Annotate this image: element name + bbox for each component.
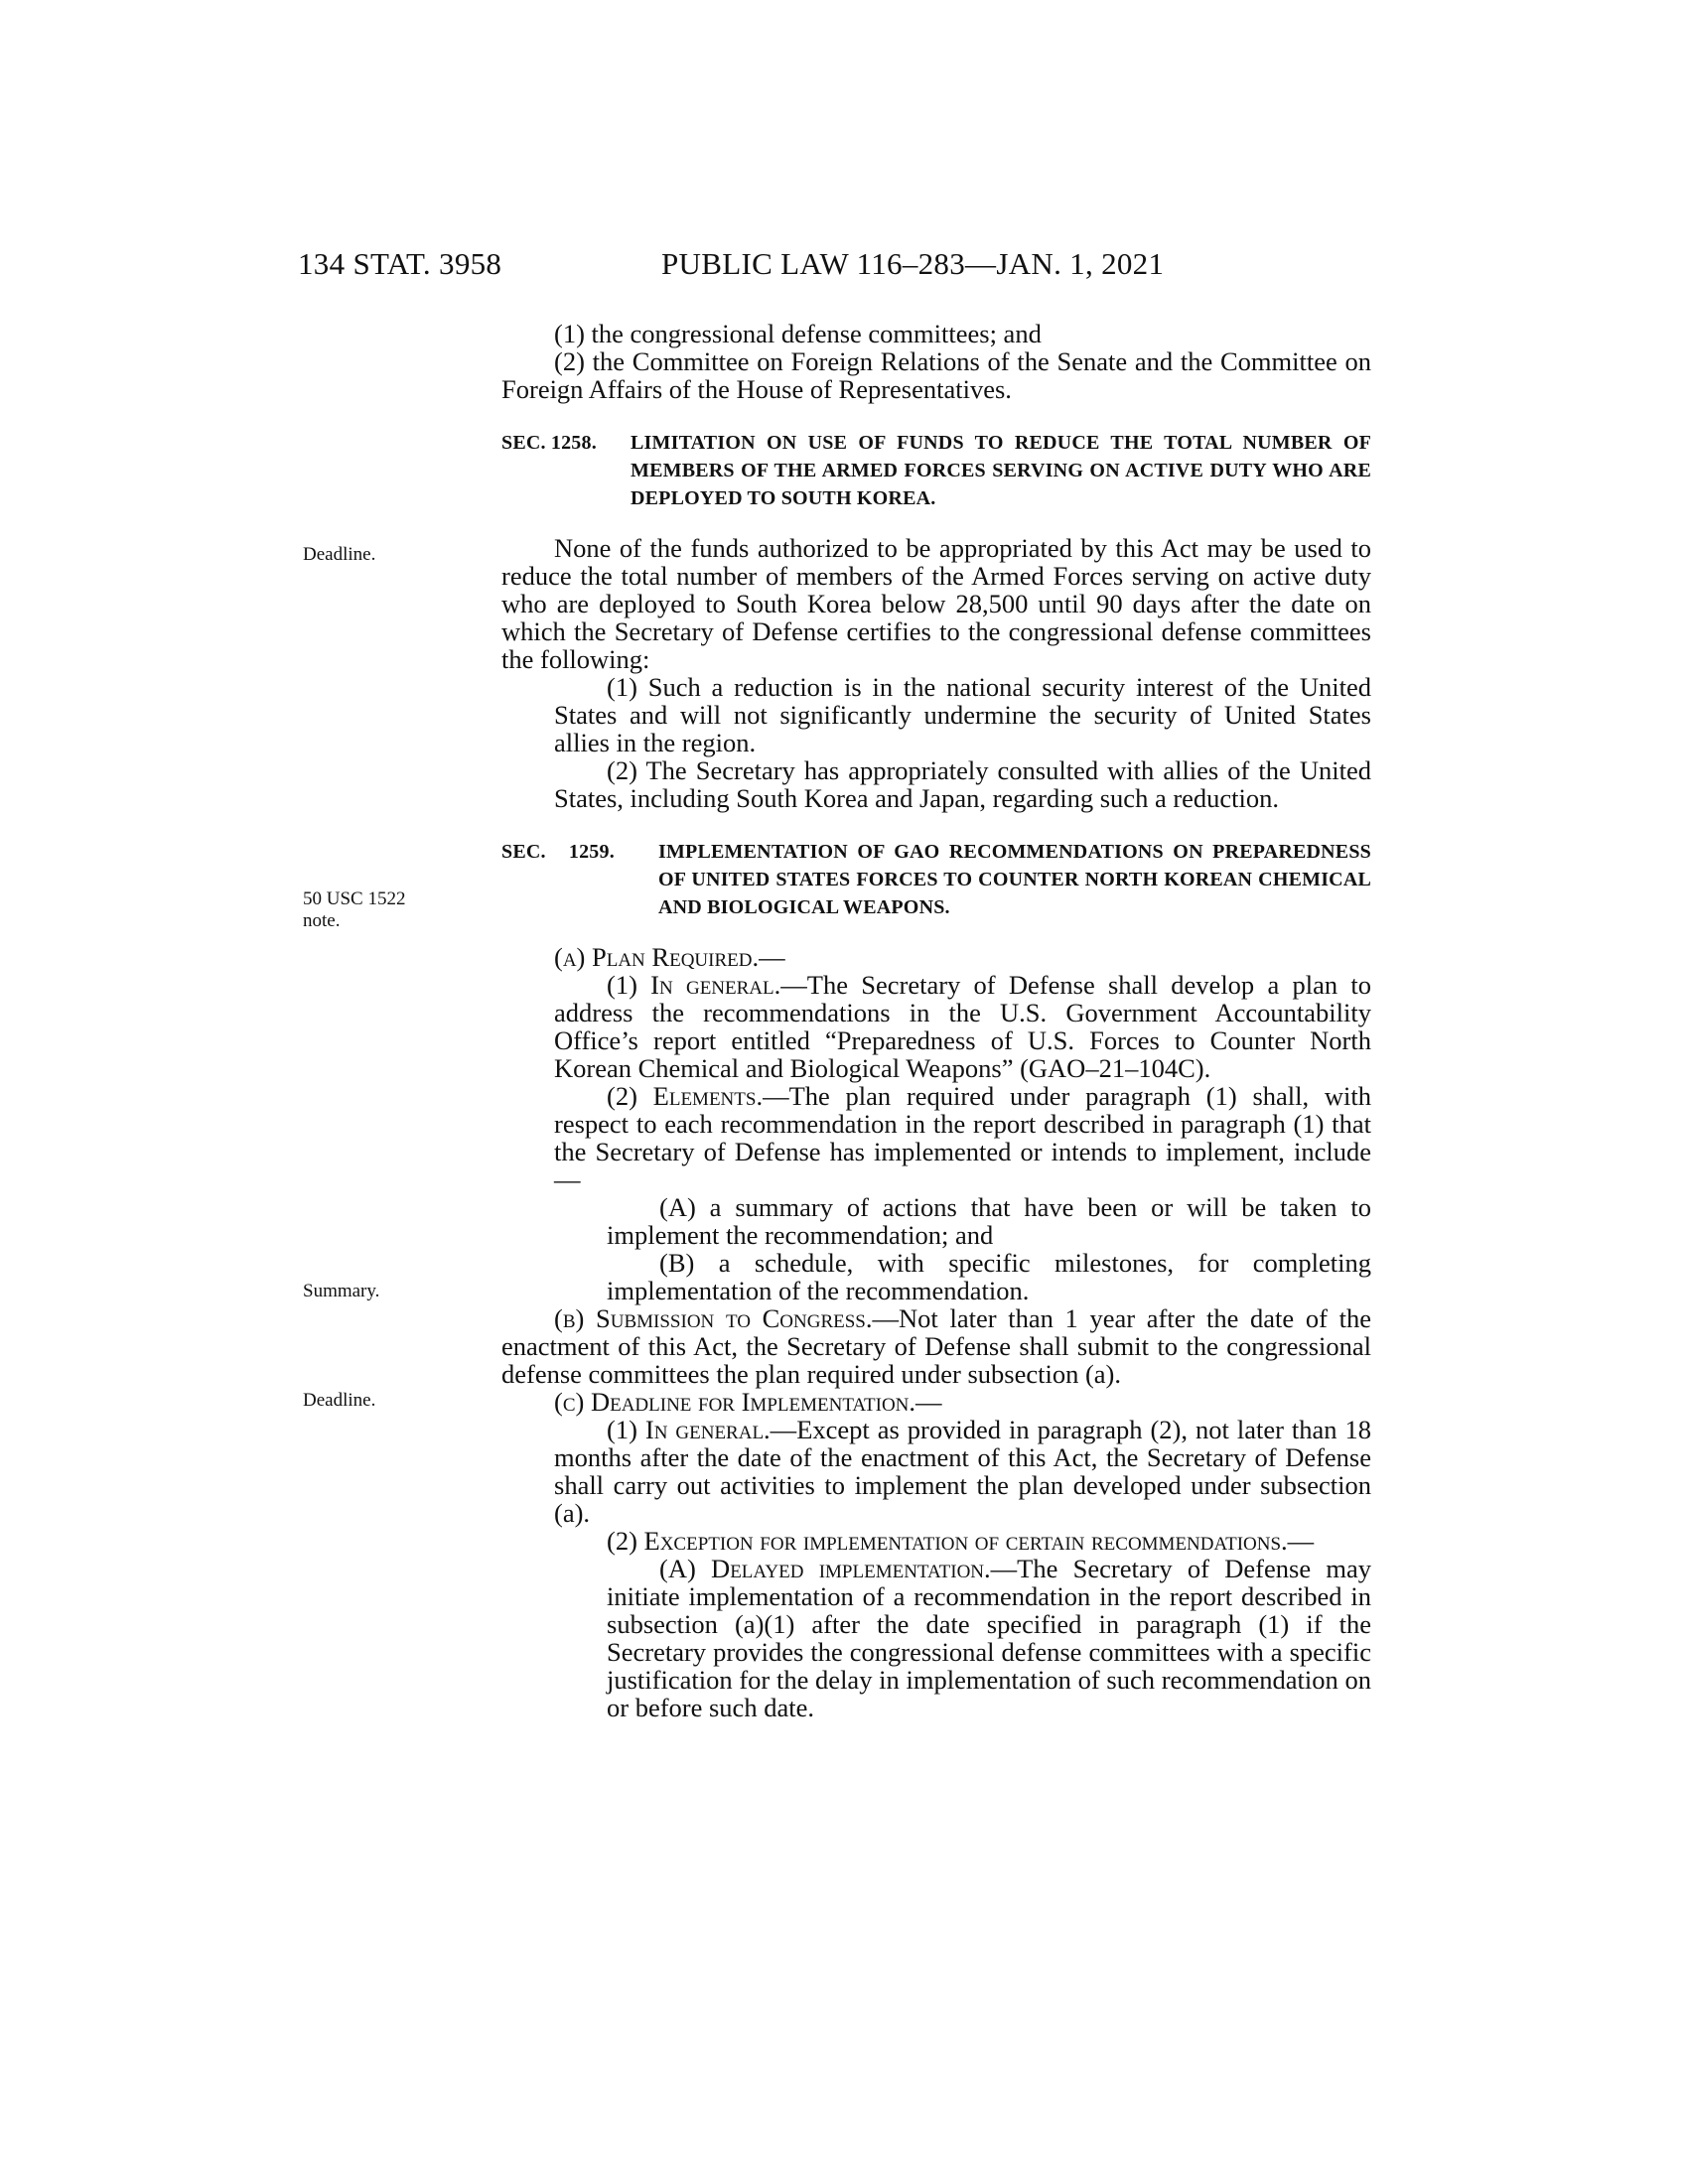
section-1258-title: LIMITATION ON USE OF FUNDS TO REDUCE THE TOTAL NUMBER OF MEMBERS OF THE ARMED FORCES SERVING ON ACTIVE DUTY WHO ARE DEPLOYED TO SOUTH KOREA. [631,432,1371,509]
subsection-c-2-A [501,1555,1371,1721]
margin-note-usc-line1: 50 USC 1522 [303,888,406,909]
section-1258-body: None of the funds authorized to be appropriated by this Act may be used to reduce the total number of members of the Armed Forces serving on active duty who are deployed to South Korea below 28,500 until 90 days after the date on which the Secretary of Defense certifies to the congressional defense committees the following: [501,533,1371,674]
subsection-a-heading: (a) Plan Required.— [554,942,785,972]
subsection-a-2-A: (A) a summary of actions that have been or will be taken to implement the recommendation; and [607,1192,1371,1250]
subsection-c-1-text: Except as provided in paragraph (2), not later than 18 months after the date of the enactment of this Act, the Secretary of Defense shall carry out activities to implement the plan developed under subsection (a). [554,1415,1371,1528]
margin-note-deadline: Deadline. [303,544,376,565]
margin-note-summary: Summary. [303,1281,380,1301]
section-1259-label: SEC. 1259. [501,841,615,863]
subsection-a-1-heading: (1) In general.— [607,970,807,1000]
law-title: PUBLIC LAW 116–283—JAN. 1, 2021 [661,246,1165,281]
subsection-b-heading: (b) Submission to Congress.— [554,1303,900,1333]
subsection-c-1-heading: (1) In general.— [607,1415,797,1444]
section-1258-heading [501,429,1371,512]
subsection-c-heading: (c) Deadline for Implementation.— [554,1387,942,1417]
subsection-a-1 [501,971,1371,1082]
section-1259-heading [501,838,1371,921]
page-header [298,246,1390,286]
subsection-a-1-text: The Secretary of Defense shall develop a plan to address the recommendations in the U.S. Government Accountability Office’s report entitled “Preparedness of U.S. Forces to Counter North Korean Chemical and Biological Weapons” (GAO–21–104C). [554,970,1371,1083]
subsection-b-text: Not later than 1 year after the date of the enactment of this Act, the Secretary of Defense shall submit to the congressional defense committees the plan required under subsection (a). [501,1303,1371,1389]
margin-note-usc-line2: note. [303,910,341,931]
paragraph-1: (1) the congressional defense committees; and [554,319,1042,348]
section-1258-label: SEC. 1258. [501,432,597,454]
subsection-c-2-A-text: The Secretary of Defense may initiate implementation of a recommendation in the report described in subsection (a)(1) after the date specified in paragraph (1) if the Secretary provides the congressional defense committees with a specific justification for the delay in implementation of such recommendation on or before such date. [607,1554,1371,1722]
subsection-c-2-heading: (2) Exception for implementation of certain recommendations.— [607,1526,1315,1556]
margin-note-usc [303,888,405,932]
section-1258-item-2: (2) The Secretary has appropriately consulted with allies of the United States, including South Korea and Japan, regarding such a reduction. [554,755,1371,813]
law-body [501,320,1371,1721]
statute-page-number: 134 STAT. 3958 [298,246,502,281]
subsection-a-2-B: (B) a schedule, with specific milestones, for completing implementation of the recommendation. [607,1248,1371,1305]
subsection-a-2-heading: (2) Elements.— [607,1081,789,1111]
subsection-c-2-A-heading: (A) Delayed implementation.— [659,1554,1018,1583]
margin-note-deadline-2: Deadline. [303,1390,376,1411]
paragraph-2: (2) the Committee on Foreign Relations of the Senate and the Committee on Foreign Affairs of the House of Representatives. [501,346,1371,404]
subsection-c-1 [501,1416,1371,1527]
subsection-a-2 [501,1082,1371,1193]
subsection-a-2-text: The plan required under paragraph (1) shall, with respect to each recommendation in the report described in paragraph (1) that the Secretary of Defense has implemented or intends to implement, include— [554,1081,1371,1194]
subsection-b [501,1304,1371,1388]
section-1258-item-1: (1) Such a reduction is in the national security interest of the United States and will not significantly undermine the security of United States allies in the region. [554,672,1371,757]
section-1259-title: IMPLEMENTATION OF GAO RECOMMENDATIONS ON PREPAREDNESS OF UNITED STATES FORCES TO COUNTER NORTH KOREAN CHEMICAL AND BIOLOGICAL WEAPONS. [658,841,1371,918]
